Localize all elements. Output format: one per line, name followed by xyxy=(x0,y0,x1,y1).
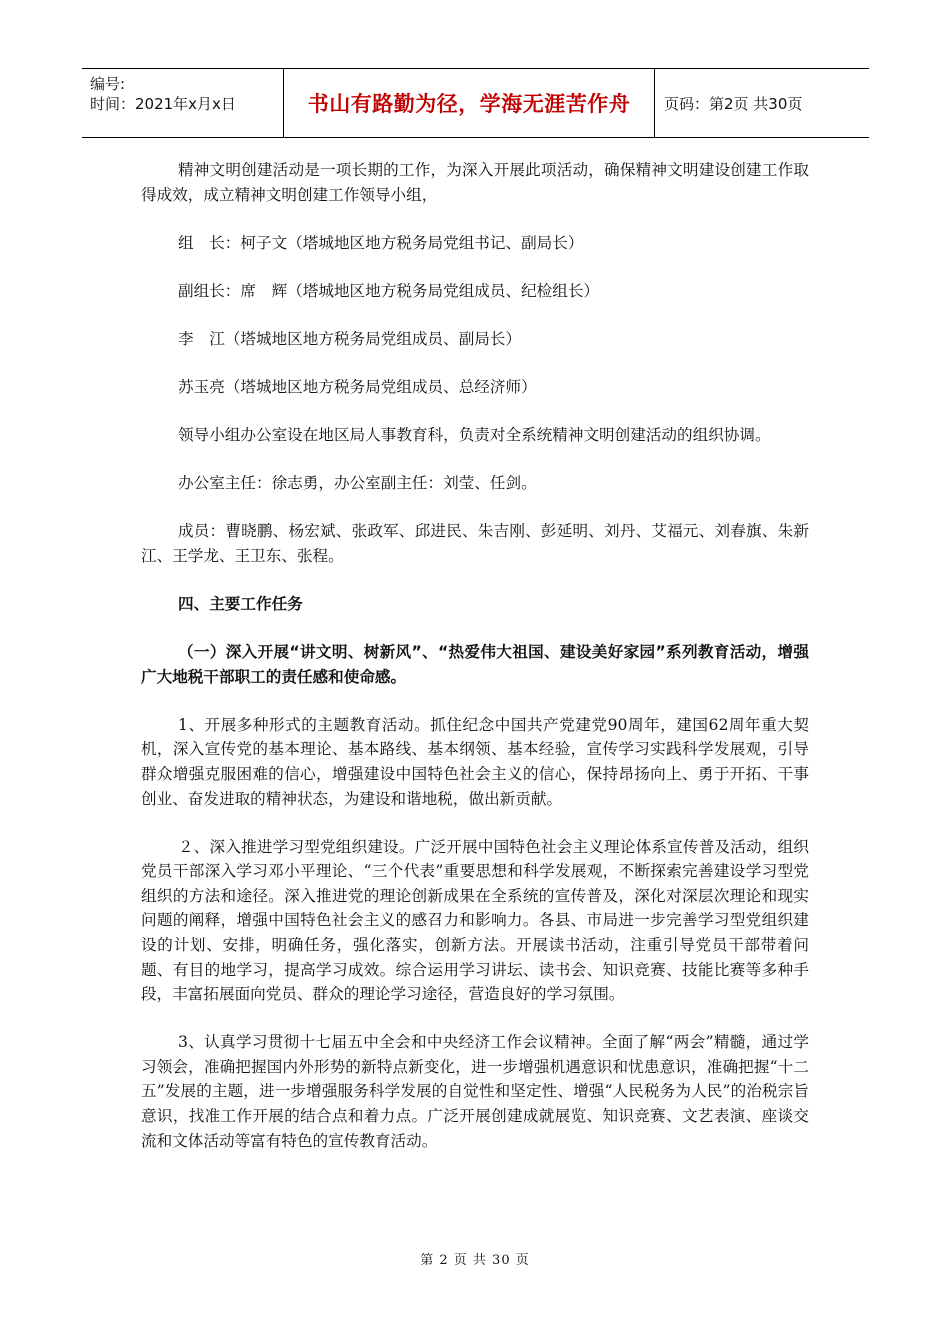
header-motto: 书山有路勤为径，学海无涯苦作舟 xyxy=(284,69,655,137)
section-heading: 四、主要工作任务 xyxy=(178,594,303,613)
paragraph-office-director: 办公室主任：徐志勇，办公室副主任：刘莹、任剑。 xyxy=(178,474,537,493)
paragraph-item-2: ２、深入推进学习型党组织建设。广泛开展中国特色社会主义理论体系宣传普及活动，组织党员干部深入学习邓小平理论、“三个代表”重要思想和科学发展观，不断探索完善建设学习型党组织的方法和途径。深入推进党的理论创新成果在全系统的宣传普及，深化对深层次理论和现实问题的阐释，增强中国特色社会主义的感召力和影响力。各县、市局进一步完善学习型党组织建设的计划、安排，明确任务，强化落实，创新方法。开展读书活动，注重引导党员干部带着问题、有目的地学习，提高学习成效。综合运用学习讲坛、读书会、知识竞赛、技能比赛等多种手段，丰富拓展面向党员、群众的理论学习途径，营造良好的学习氛围。 xyxy=(141,837,809,1004)
header-meta-cell xyxy=(82,69,284,137)
paragraph-group-leader: 组 长：柯子文（塔城地区地方税务局党组书记、副局长） xyxy=(178,233,584,252)
paragraph-deputy-leader: 副组长：席 辉（塔城地区地方税务局党组成员、纪检组长） xyxy=(178,281,600,300)
header-page-info: 页码：第2页 共30页 xyxy=(664,95,803,113)
page-header xyxy=(82,68,869,138)
document-number-label: 编号: xyxy=(90,75,126,93)
paragraph-office-location: 领导小组办公室设在地区局人事教育科，负责对全系统精神文明创建活动的组织协调。 xyxy=(178,426,771,445)
paragraph-item-3: 3、认真学习贯彻十七届五中全会和中央经济工作会议精神。全面了解“两会”精髓，通过学习领会，准确把握国内外形势的新特点新变化，进一步增强机遇意识和忧患意识，准确把握“十二五”发展的主题，进一步增强服务科学发展的自觉性和坚定性、增强“人民税务为人民”的治税宗旨意识，找准工作开展的结合点和着力点。广泛开展创建成就展览、知识竞赛、文艺表演、座谈交流和文体活动等富有特色的宣传教育活动。 xyxy=(141,1033,809,1150)
document-body xyxy=(141,158,809,1177)
paragraph-intro: 精神文明创建活动是一项长期的工作，为深入开展此项活动，确保精神文明建设创建工作取得成效，成立精神文明创建工作领导小组， xyxy=(141,161,809,204)
paragraph-member-li: 李 江（塔城地区地方税务局党组成员、副局长） xyxy=(178,329,522,348)
subsection-heading: （一）深入开展“讲文明、树新风”、“热爱伟大祖国、建设美好家园”系列教育活动，增强广大地税干部职工的责任感和使命感。 xyxy=(141,643,809,686)
page-footer: 第 2 页 共 30 页 xyxy=(420,1253,530,1268)
document-date-label: 时间：2021年x月x日 xyxy=(90,95,236,113)
paragraph-members: 成员：曹晓鹏、杨宏斌、张政军、邱进民、朱吉刚、彭延明、刘丹、艾福元、刘春旗、朱新江、王学龙、王卫东、张程。 xyxy=(141,522,809,565)
paragraph-item-1: 1、开展多种形式的主题教育活动。抓住纪念中国共产党建党90周年，建国62周年重大契机，深入宣传党的基本理论、基本路线、基本纲领、基本经验，宣传学习实践科学发展观，引导群众增强克服困难的信心，增强建设中国特色社会主义的信心，保持昂扬向上、勇于开拓、干事创业、奋发进取的精神状态，为建设和谐地税，做出新贡献。 xyxy=(141,715,809,808)
paragraph-member-su: 苏玉亮（塔城地区地方税务局党组成员、总经济师） xyxy=(178,377,537,396)
